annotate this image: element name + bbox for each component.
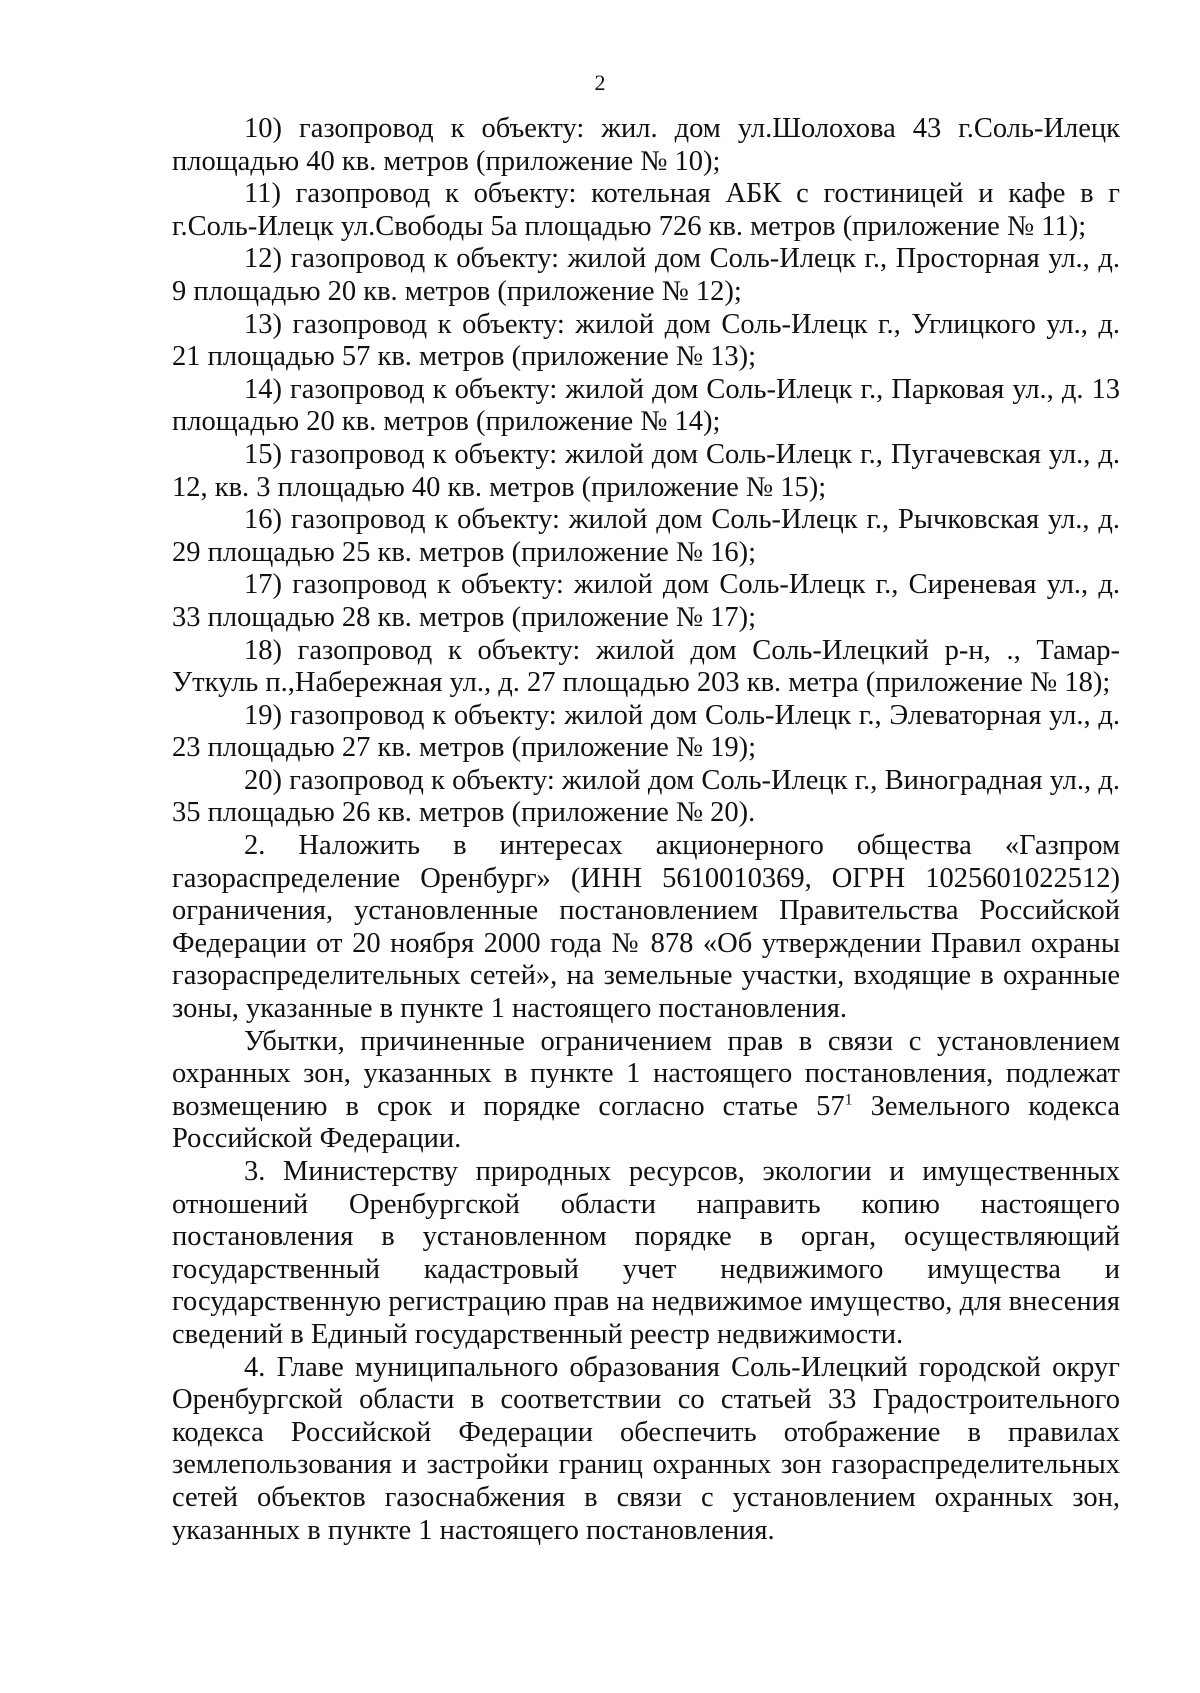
list-item-18: 18) газопровод к объекту: жилой дом Соль-Илецкий р-н, ., Тамар-Уткуль п.,Набережная ул., д. 27 площадью 203 кв. метра (приложение № 18); (172, 634, 1120, 699)
list-item-10: 10) газопровод к объекту: жил. дом ул.Шолохова 43 г.Соль-Илецк площадью 40 кв. метров (приложение № 10); (172, 113, 1120, 177)
document-body (172, 113, 1120, 1547)
losses-text-after: Земельного кодекса Российской Федерации. (172, 1090, 1120, 1155)
paragraph-point-3: 3. Министерству природных ресурсов, экологии и имущественных отношений Оренбургской области направить копию настоящего постановления в установленном порядке в орган, осуществляющий государственный кадастровый учет недвижимого имущества и государственную регистрацию прав на недвижимое имущество, для внесения сведений в Единый государственный реестр недвижимости. (172, 1156, 1120, 1350)
list-item-20: 20) газопровод к объекту: жилой дом Соль-Илецк г., Виноградная ул., д. 35 площадью 26 кв. метров (приложение № 20). (172, 764, 1120, 829)
losses-text-before: Убытки, причиненные ограничением прав в связи с установлением охранных зон, указанных в пункте 1 настоящего постановления, подлежат возмещению в срок и порядке согласно статье 57 (172, 1025, 1120, 1122)
page-number: 2 (594, 70, 606, 95)
list-item-15: 15) газопровод к объекту: жилой дом Соль-Илецк г., Пугачевская ул., д. 12, кв. 3 площадью 40 кв. метров (приложение № 15); (172, 438, 1120, 503)
list-item-13: 13) газопровод к объекту: жилой дом Соль-Илецк г., Углицкого ул., д. 21 площадью 57 кв. метров (приложение № 13); (172, 308, 1120, 373)
paragraph-point-4: 4. Главе муниципального образования Соль-Илецкий городской округ Оренбургской области в соответствии со статьей 33 Градостроительного кодекса Российской Федерации обеспечить отображение в правилах землепользования и застройки границ охранных зон газораспределительных сетей объектов газоснабжения в связи с установлением охранных зон, указанных в пункте 1 настоящего постановления. (172, 1351, 1120, 1546)
article-superscript: 1 (844, 1091, 853, 1109)
paragraph-losses (172, 1026, 1120, 1156)
list-item-19: 19) газопровод к объекту: жилой дом Соль-Илецк г., Элеваторная ул., д. 23 площадью 27 кв. метров (приложение № 19); (172, 699, 1120, 764)
list-item-17: 17) газопровод к объекту: жилой дом Соль-Илецк г., Сиреневая ул., д. 33 площадью 28 кв. метров (приложение № 17); (172, 569, 1120, 633)
list-item-16: 16) газопровод к объекту: жилой дом Соль-Илецк г., Рычковская ул., д. 29 площадью 25 кв. метров (приложение № 16); (172, 504, 1120, 568)
paragraph-point-2: 2. Наложить в интересах акционерного общества «Газпром газораспределение Оренбург» (ИНН 5610010369, ОГРН 1025601022512) ограничения, установленные постановлением Правительства Российской Федерации от 20 ноября 2000 года № 878 «Об утверждении Правил охраны газораспределительных сетей», на земельные участки, входящие в охранные зоны, указанные в пункте 1 настоящего постановления. (172, 830, 1120, 1025)
list-item-14: 14) газопровод к объекту: жилой дом Соль-Илецк г., Парковая ул., д. 13 площадью 20 кв. метров (приложение № 14); (172, 373, 1120, 438)
list-item-12: 12) газопровод к объекту: жилой дом Соль-Илецк г., Просторная ул., д. 9 площадью 20 кв. метров (приложение № 12); (172, 243, 1120, 307)
list-item-11: 11) газопровод к объекту: котельная АБК с гостиницей и кафе в г г.Соль-Илецк ул.Свободы 5а площадью 726 кв. метров (приложение № 11); (172, 178, 1120, 242)
